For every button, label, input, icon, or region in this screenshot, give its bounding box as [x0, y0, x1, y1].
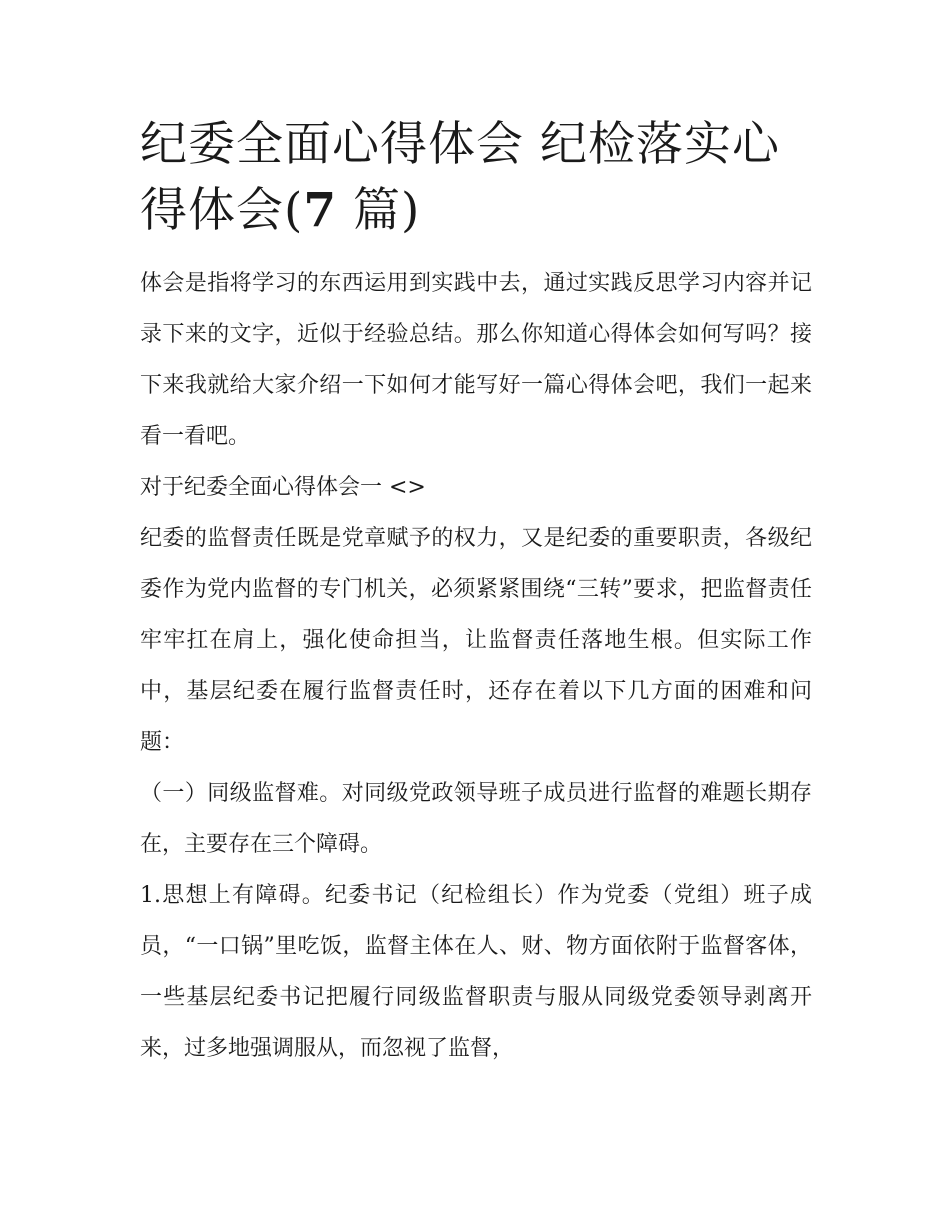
document-title	[140, 112, 812, 244]
intro-paragraph: 体会是指将学习的东西运用到实践中去，通过实践反思学习内容并记录下来的文字，近似于经验总结。那么你知道心得体会如何写吗？接下来我就给大家介绍一下如何才能写好一篇心得体会吧，我们一起来看一看吧。	[140, 271, 812, 449]
body-paragraph: 1.思想上有障碍。纪委书记（纪检组长）作为党委（党组）班子成员，“一口锅”里吃饭，监督主体在人、财、物方面依附于监督客体，一些基层纪委书记把履行同级监督职责与服从同级党委领导剥离开来，过多地强调服从，而忽视了监督，	[140, 883, 812, 1061]
body-paragraph: （一）同级监督难。对同级党政领导班子成员进行监督的难题长期存在，主要存在三个障碍。	[140, 781, 812, 857]
body-paragraph: 纪委的监督责任既是党章赋予的权力，又是纪委的重要职责，各级纪委作为党内监督的专门机关，必须紧紧围绕“三转”要求，把监督责任牢牢扛在肩上，强化使命担当，让监督责任落地生根。但实际工作中，基层纪委在履行监督责任时，还存在着以下几方面的困难和问题：	[140, 526, 812, 755]
title-text-part2: 篇)	[337, 183, 421, 238]
title-count: 7	[303, 183, 338, 238]
document-page	[140, 112, 812, 1074]
section-heading: 对于纪委全面心得体会一 <>	[140, 475, 426, 500]
title-text-part1: 纪委全面心得体会 纪检落实心得体会(	[140, 117, 780, 238]
